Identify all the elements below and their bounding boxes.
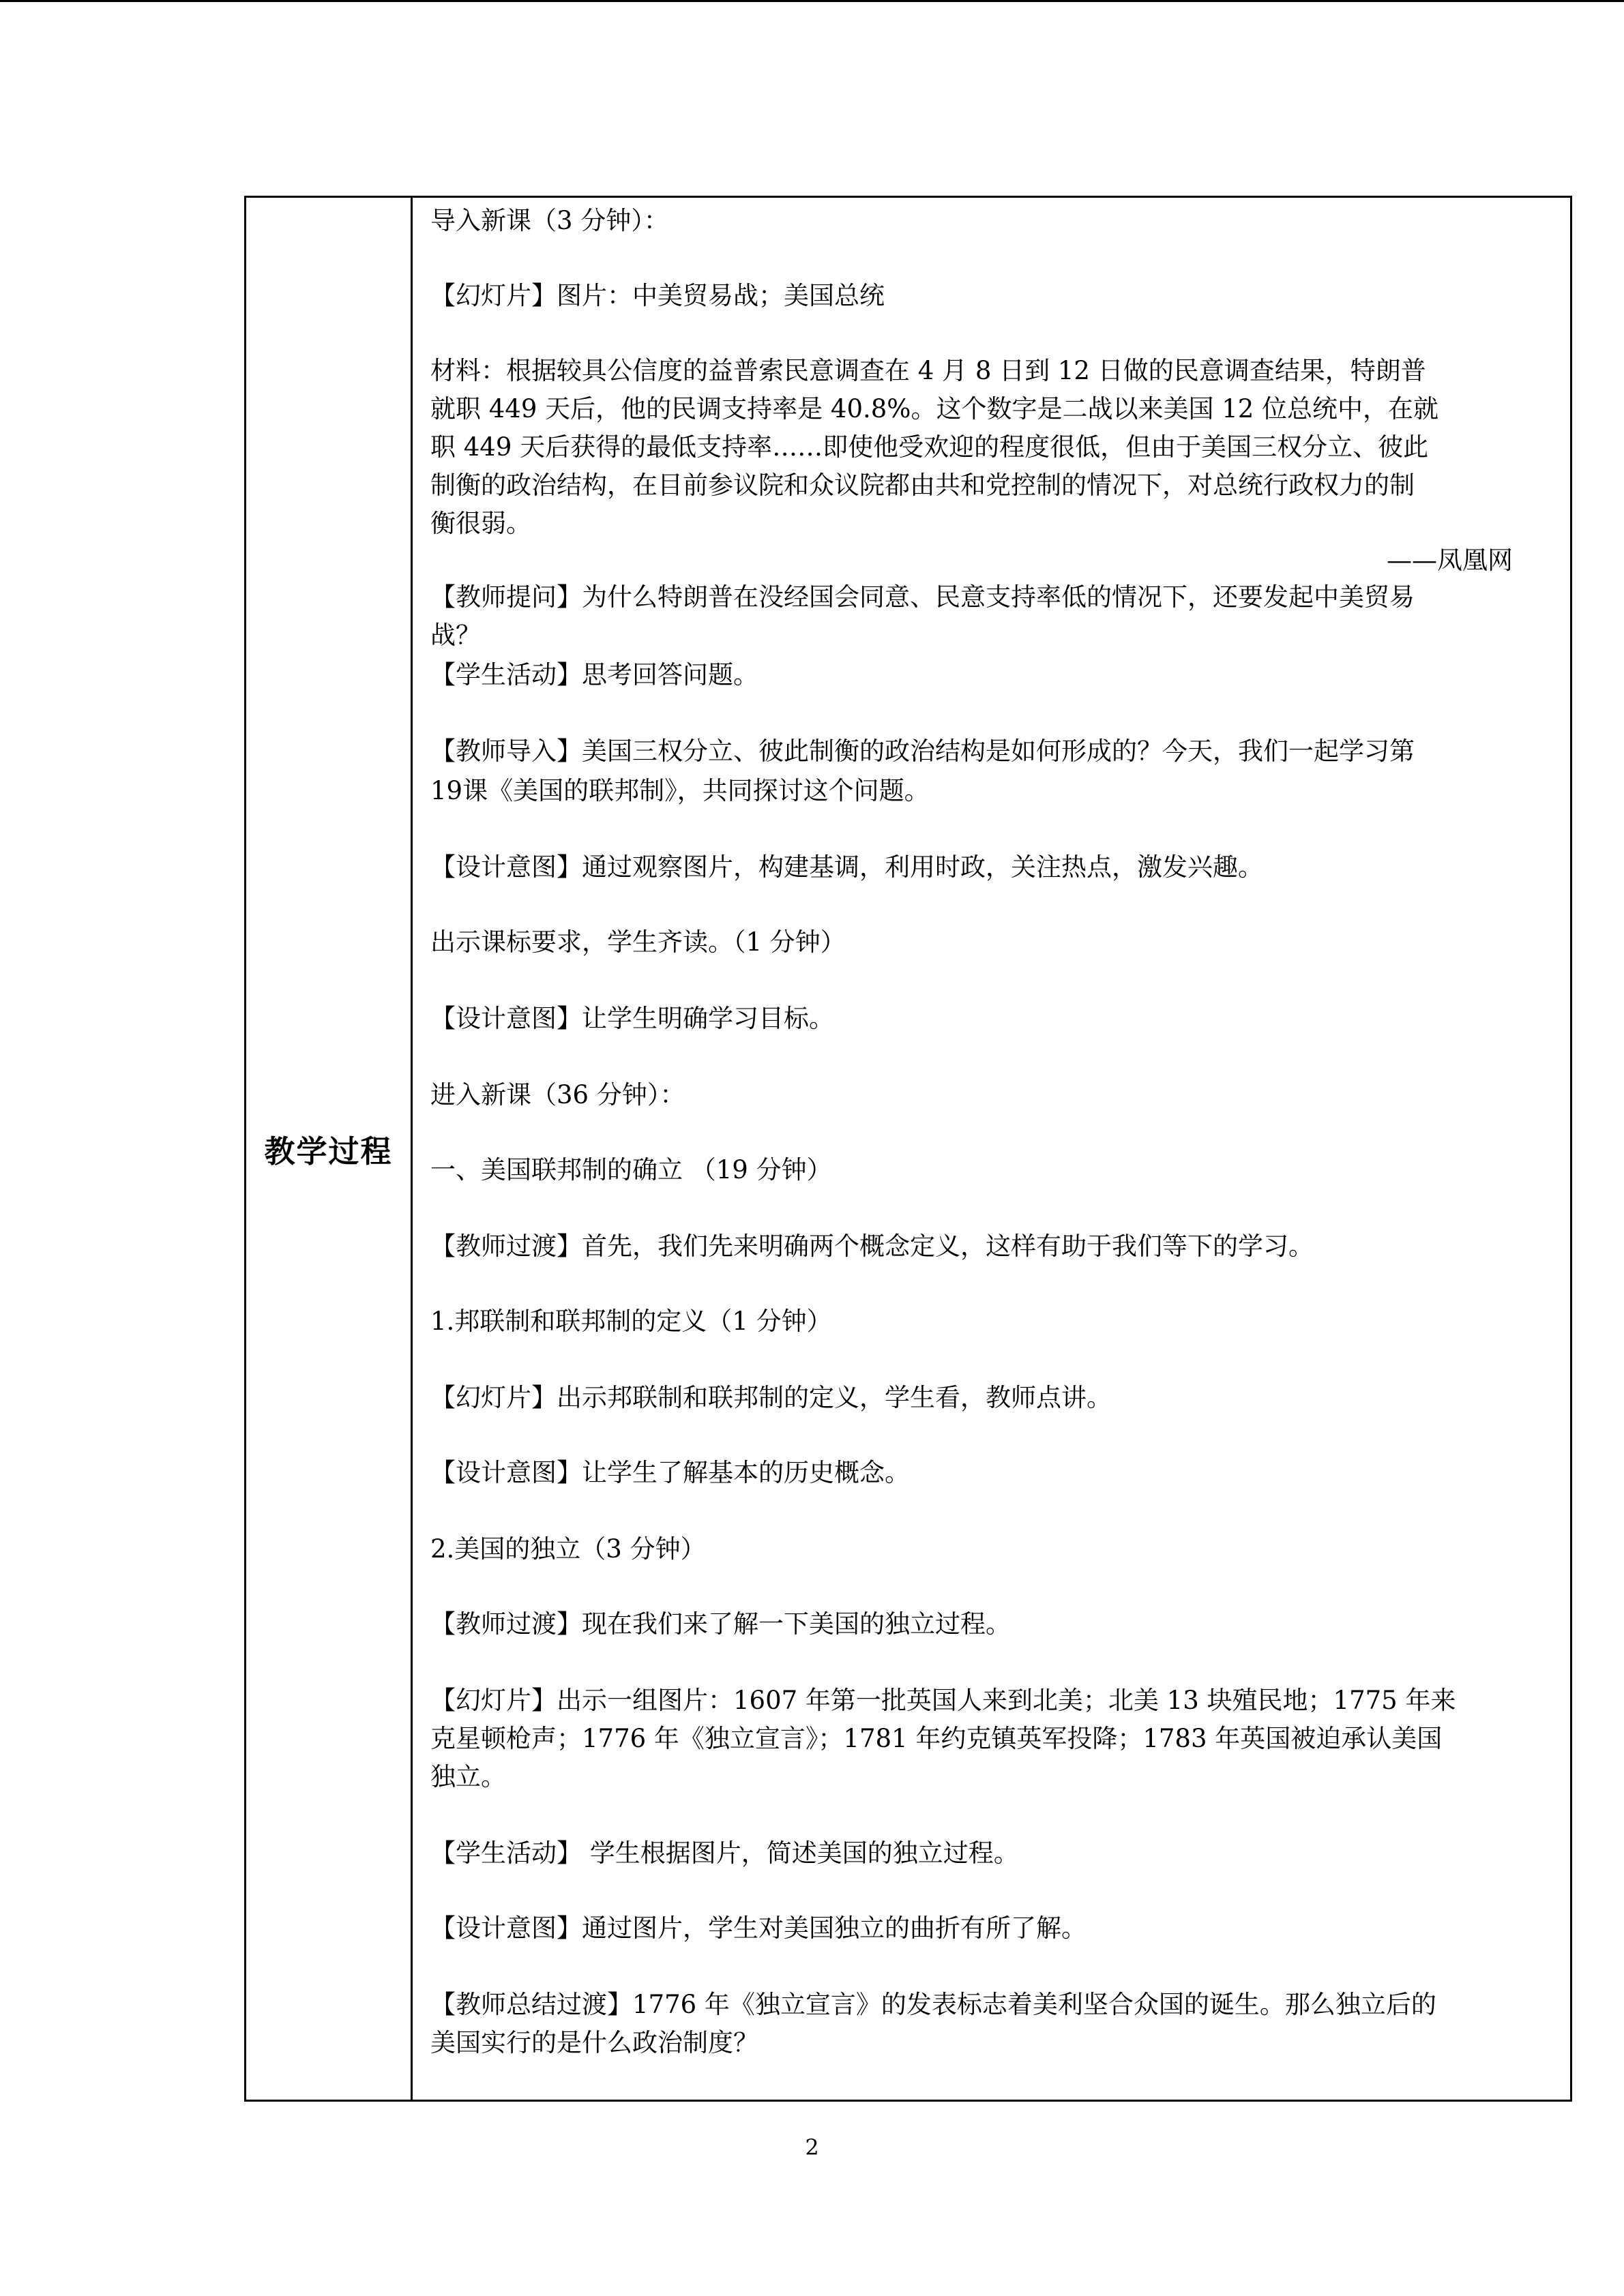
content-line: 【教师总结过渡】1776 年《独立宣言》的发表标志着美利坚合众国的诞生。那么独立后的 <box>430 1990 1436 2019</box>
content-cell <box>413 198 1570 2100</box>
page-number: 2 <box>805 2134 819 2160</box>
content-line: 【设计意图】让学生明确学习目标。 <box>430 1004 834 1033</box>
content-line: 独立。 <box>430 1762 506 1791</box>
content-line: 材料：根据较具公信度的益普索民意调查在 4 月 8 日到 12 日做的民意调查结果，特朗普 <box>430 356 1426 385</box>
content-line: 导入新课（3 分钟）： <box>430 206 669 235</box>
content-line: 【教师导入】美国三权分立、彼此制衡的政治结构是如何形成的？今天，我们一起学习第 <box>430 736 1415 766</box>
row-label: 教学过程 <box>264 1133 393 1169</box>
content-line: 【设计意图】让学生了解基本的历史概念。 <box>430 1458 910 1487</box>
content-line: 【设计意图】通过观察图片，构建基调，利用时政，关注热点，激发兴趣。 <box>430 852 1263 882</box>
content-line: 出示课标要求，学生齐读。（1 分钟） <box>430 927 846 957</box>
content-line: 【学生活动】思考回答问题。 <box>430 660 758 689</box>
content-line: 战？ <box>430 621 481 650</box>
content-line: 1.邦联制和联邦制的定义（1 分钟） <box>430 1307 832 1336</box>
content-line: 【教师过渡】现在我们来了解一下美国的独立过程。 <box>430 1609 1011 1639</box>
content-line: 【学生活动】 学生根据图片，简述美国的独立过程。 <box>430 1838 1019 1868</box>
content-line: 克星顿枪声；1776 年《独立宣言》；1781 年约克镇英军投降；1783 年英国被迫承认美国 <box>430 1724 1443 1753</box>
content-line: 【教师提问】为什么特朗普在没经国会同意、民意支持率低的情况下，还要发起中美贸易 <box>430 582 1415 612</box>
content-line: 19课《美国的联邦制》，共同探讨这个问题。 <box>430 776 930 805</box>
content-line: 2.美国的独立（3 分钟） <box>430 1534 706 1564</box>
top-border-line <box>0 0 1624 2</box>
content-line: 进入新课（36 分钟）： <box>430 1080 685 1109</box>
source-attribution: ——凤凰网 <box>1387 546 1513 575</box>
content-line: 【幻灯片】出示邦联制和联邦制的定义，学生看，教师点讲。 <box>430 1383 1112 1412</box>
content-line: 【教师过渡】首先，我们先来明确两个概念定义，这样有助于我们等下的学习。 <box>430 1232 1314 1261</box>
content-line: 就职 449 天后，他的民调支持率是 40.8%。这个数字是二战以来美国 12 位总统中，在就 <box>430 394 1439 423</box>
content-line: 美国实行的是什么政治制度？ <box>430 2028 758 2057</box>
content-line: 一、美国联邦制的确立 （19 分钟） <box>430 1155 832 1184</box>
content-line: 制衡的政治结构，在目前参议院和众议院都由共和党控制的情况下，对总统行政权力的制 <box>430 471 1415 500</box>
content-line: 【设计意图】通过图片，学生对美国独立的曲折有所了解。 <box>430 1913 1087 1943</box>
row-label-cell <box>246 198 413 2100</box>
content-line: 衡很弱。 <box>430 509 531 538</box>
content-line: 【幻灯片】出示一组图片：1607 年第一批英国人来到北美；北美 13 块殖民地；1775 年来 <box>430 1686 1456 1715</box>
content-line: 职 449 天后获得的最低支持率……即使他受欢迎的程度很低，但由于美国三权分立、彼此 <box>430 432 1429 462</box>
lesson-table <box>244 196 1572 2102</box>
content-line: 【幻灯片】图片：中美贸易战；美国总统 <box>430 281 885 310</box>
